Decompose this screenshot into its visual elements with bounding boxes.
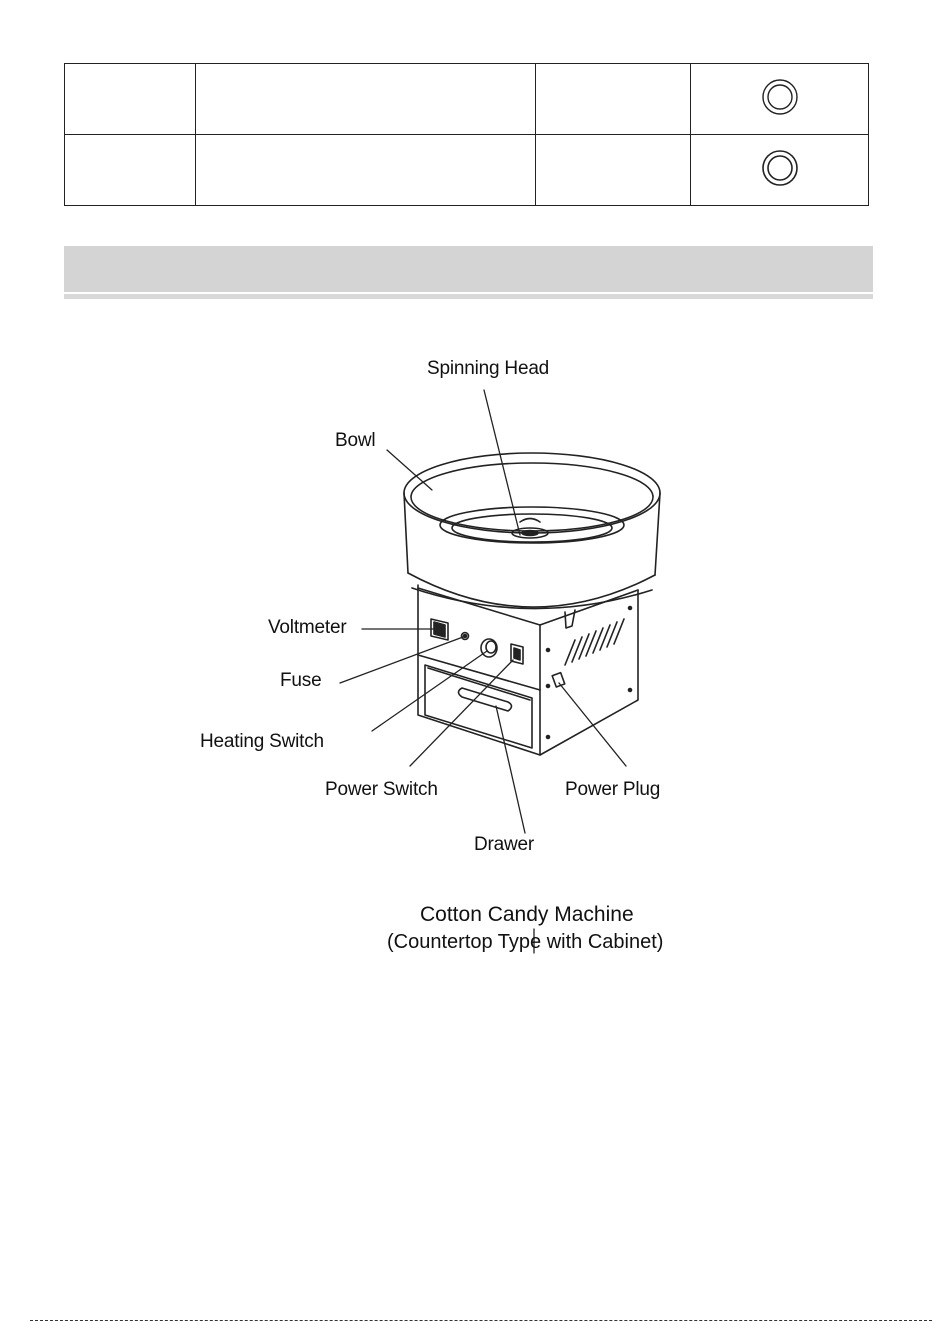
page-bottom-rule — [30, 1320, 932, 1321]
bowl — [404, 453, 660, 609]
label-spinning-head: Spinning Head — [427, 358, 550, 379]
label-power-plug: Power Plug — [565, 779, 661, 800]
label-heating-switch: Heating Switch — [200, 731, 324, 752]
label-drawer: Drawer — [474, 834, 535, 855]
label-fuse: Fuse — [280, 670, 322, 691]
label-bowl: Bowl — [335, 430, 376, 451]
figure-caption-title: Cotton Candy Machine — [420, 903, 634, 926]
label-power-switch: Power Switch — [325, 779, 438, 800]
figure-caption-subtitle: (Countertop Type with Cabinet) — [387, 931, 664, 953]
cabinet — [418, 585, 638, 755]
label-voltmeter: Voltmeter — [268, 617, 347, 638]
